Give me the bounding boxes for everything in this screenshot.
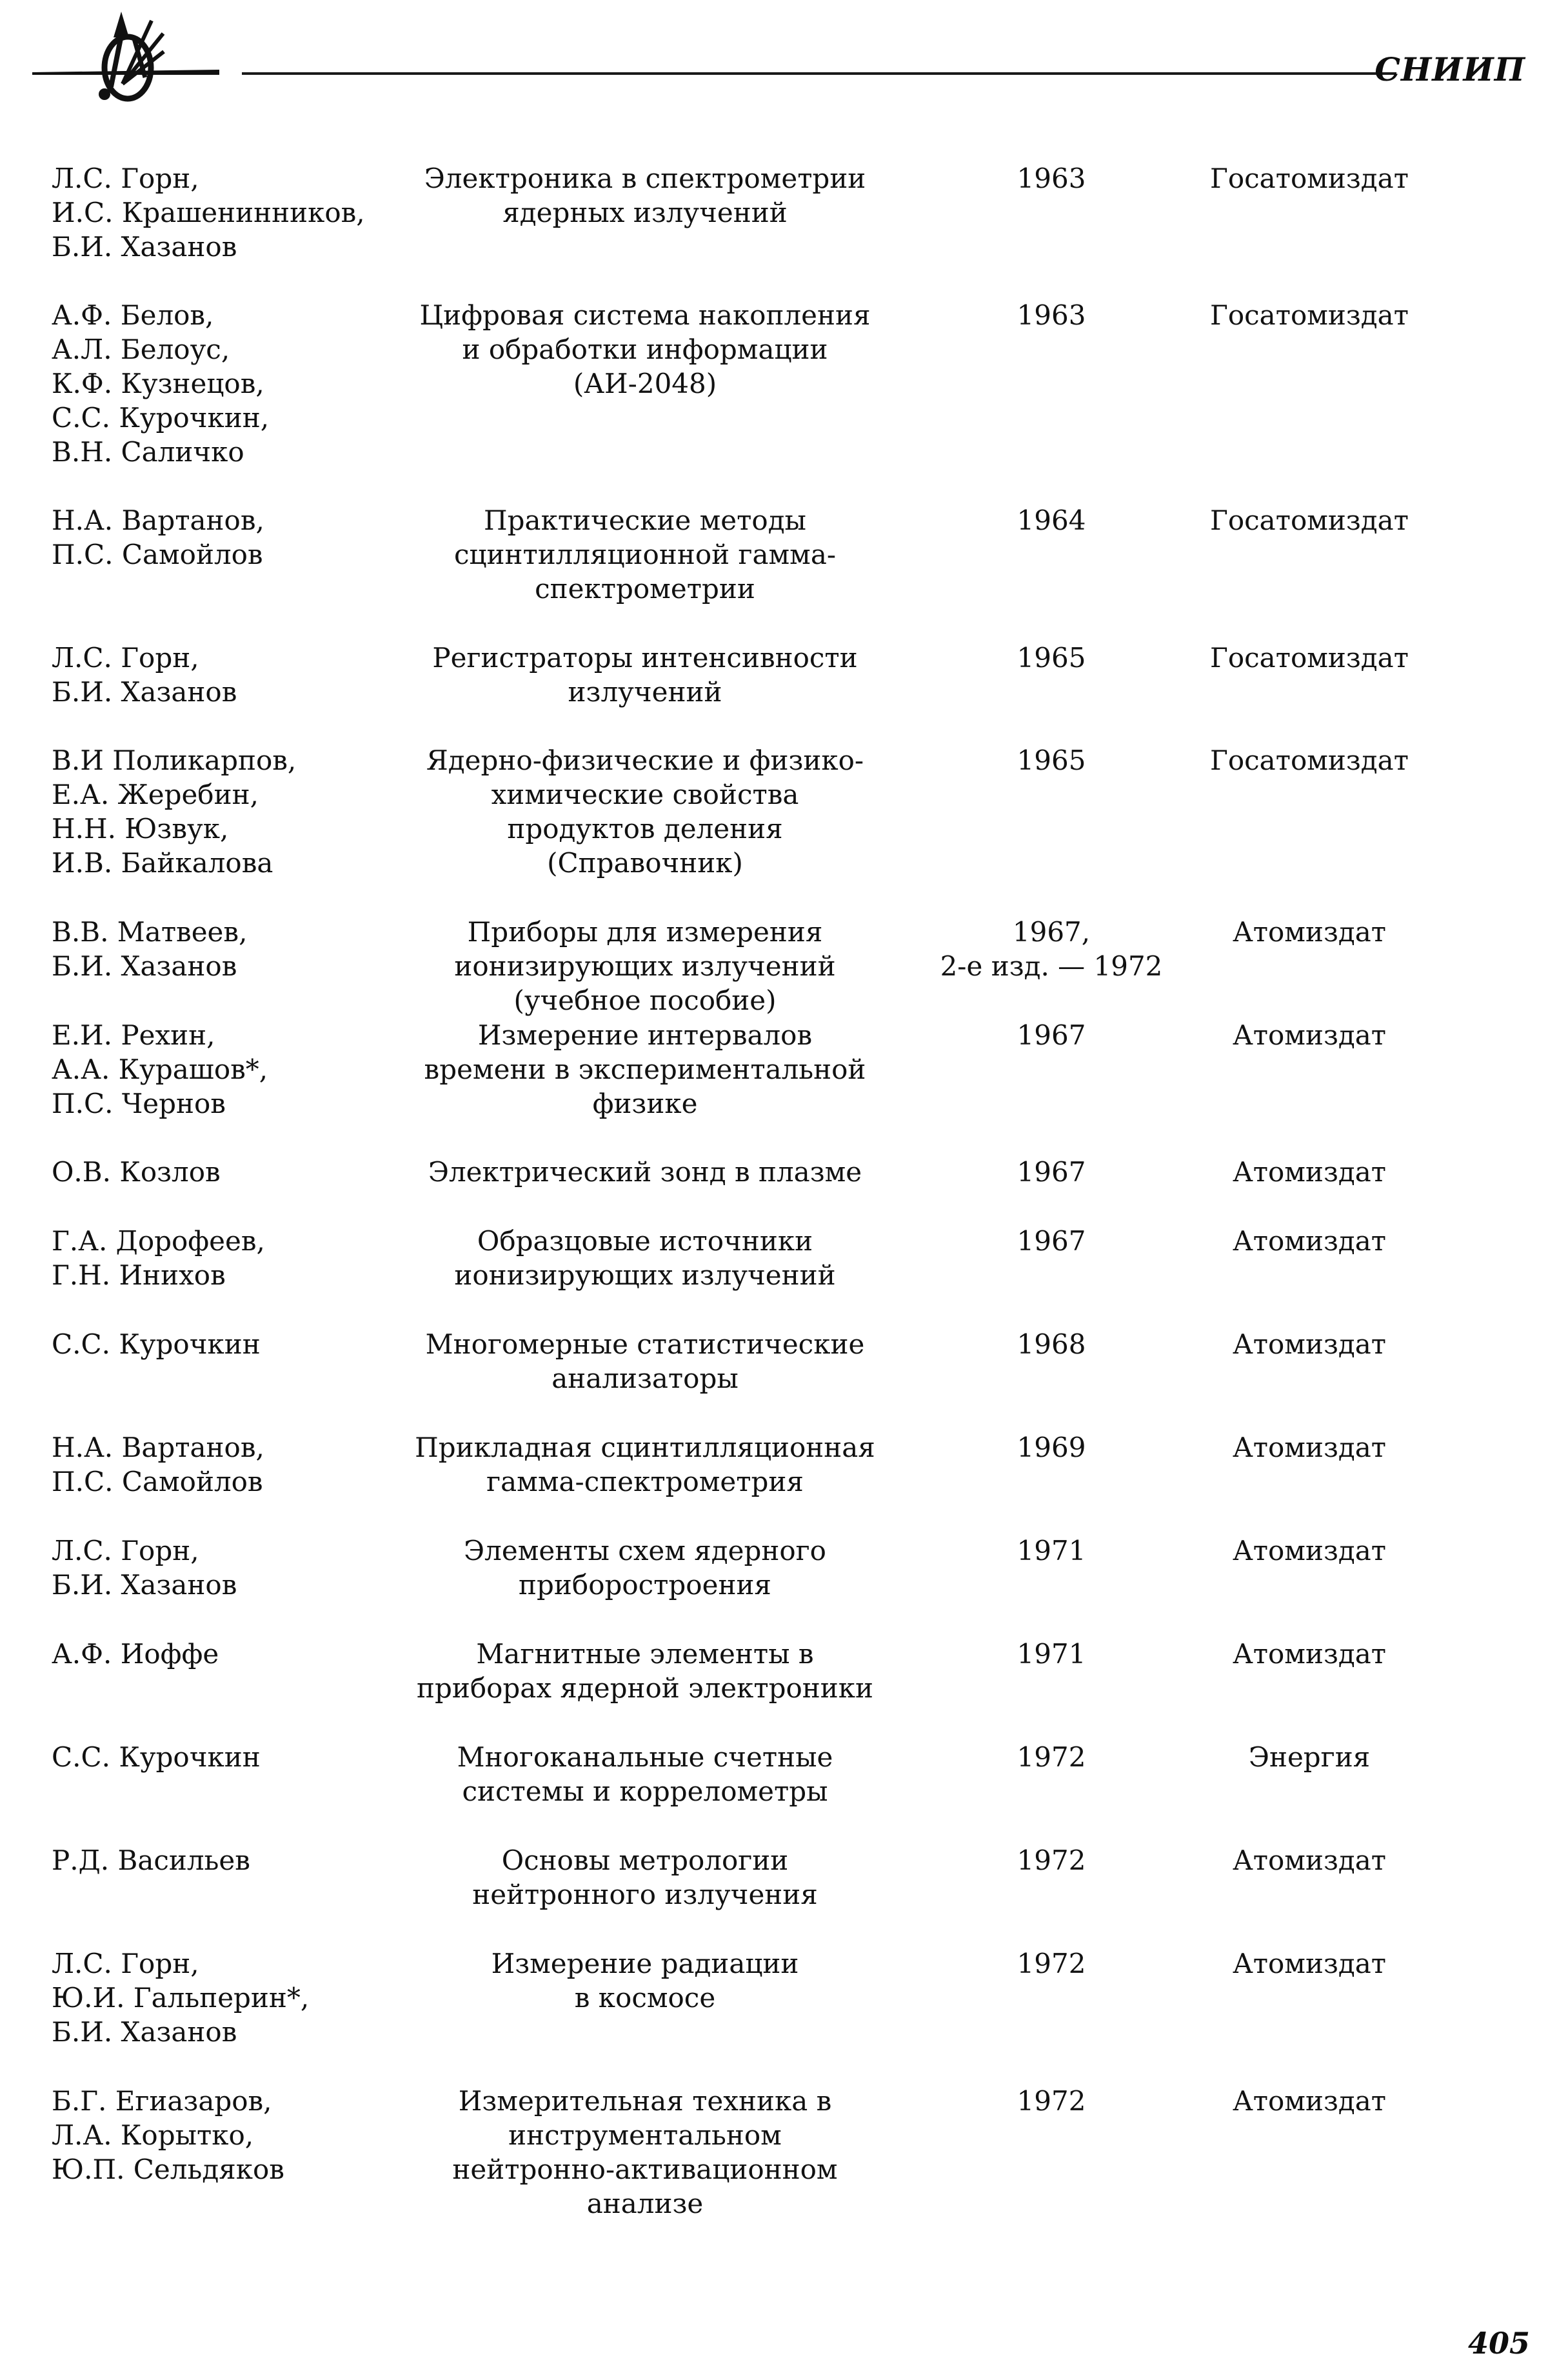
year-cell [922, 1155, 1180, 1189]
year-cell-line: 1963 [1017, 163, 1086, 194]
authors-cell-line: Ю.И. Гальперин*, [52, 1982, 310, 2014]
title-cell-line: и обработки информации [462, 334, 828, 365]
authors-cell [52, 1155, 221, 1189]
title-cell-line: в космосе [574, 1982, 716, 2014]
title-cell-line: ионизирующих излучений [454, 950, 836, 982]
authors-cell-line: О.В. Козлов [52, 1156, 221, 1188]
authors-cell-line: А.А. Курашов*, [52, 1054, 268, 1085]
publisher-cell [1180, 1740, 1438, 1774]
title-cell-line: Образцовые источники [477, 1225, 813, 1257]
publisher-cell [1180, 641, 1438, 675]
authors-cell-line: Б.И. Хазанов [52, 1569, 237, 1601]
year-cell-line: 1967 [1017, 1156, 1086, 1188]
year-cell-line: 1964 [1017, 505, 1086, 536]
publisher-cell [1180, 915, 1438, 949]
title-cell [387, 298, 903, 401]
title-cell-line: анализаторы [551, 1363, 739, 1394]
title-cell-line: Электроника в спектрометрии [424, 163, 866, 194]
publisher-cell-line: Госатомиздат [1210, 745, 1409, 776]
title-cell-line: Измерительная техника в [458, 2085, 832, 2117]
title-cell [387, 1534, 903, 1602]
authors-cell [52, 1327, 261, 1361]
title-cell-line: физике [592, 1088, 698, 1119]
year-cell [922, 1534, 1180, 1568]
authors-cell-line: Б.Г. Егиазаров, [52, 2085, 272, 2117]
title-cell [387, 161, 903, 230]
title-cell-line: гамма-спектрометрия [486, 1466, 804, 1497]
authors-cell [52, 2084, 284, 2186]
authors-cell-line: П.С. Чернов [52, 1088, 226, 1119]
authors-cell-line: Б.И. Хазанов [52, 2016, 237, 2048]
title-cell [387, 503, 903, 606]
authors-cell-line: Р.Д. Васильев [52, 1845, 250, 1876]
year-cell [922, 915, 1180, 983]
year-cell-line: 1965 [1017, 642, 1086, 674]
authors-cell [52, 1430, 264, 1499]
year-cell-line: 2-е изд. — 1972 [940, 950, 1163, 982]
page-number: 405 [1467, 2326, 1530, 2361]
authors-cell-line: Л.С. Горн, [52, 642, 199, 674]
year-cell [922, 641, 1180, 675]
authors-cell [52, 1946, 309, 2049]
authors-cell-line: А.Ф. Белов, [52, 299, 214, 331]
authors-cell-line: Н.Н. Юзвук, [52, 813, 229, 845]
year-cell [922, 161, 1180, 195]
title-cell-line: нейтронного излучения [472, 1879, 818, 1910]
title-cell-line: инструментальном [508, 2119, 782, 2151]
authors-cell-line: К.Ф. Кузнецов, [52, 368, 264, 399]
authors-cell-line: В.Н. Саличко [52, 436, 244, 468]
authors-cell-line: С.С. Курочкин [52, 1741, 261, 1773]
title-cell [387, 1327, 903, 1395]
year-cell [922, 1018, 1180, 1052]
title-cell-line: ядерных излучений [502, 197, 788, 228]
authors-cell-line: Л.С. Горн, [52, 1948, 199, 1979]
sniip-logo-icon [26, 6, 239, 103]
title-cell-line: Многомерные статистические [425, 1328, 865, 1360]
authors-cell-line: Б.И. Хазанов [52, 950, 237, 982]
title-cell [387, 1155, 903, 1189]
year-cell-line: 1969 [1017, 1432, 1086, 1463]
year-cell [922, 1327, 1180, 1361]
authors-cell-line: В.В. Матвеев, [52, 916, 248, 948]
page-header [0, 0, 1548, 116]
publisher-cell-line: Госатомиздат [1210, 642, 1409, 674]
year-cell [922, 503, 1180, 537]
year-cell [922, 298, 1180, 332]
authors-cell-line: С.С. Курочкин, [52, 402, 270, 434]
title-cell [387, 2084, 903, 2221]
title-cell [387, 1018, 903, 1121]
publisher-cell-line: Госатомиздат [1210, 163, 1409, 194]
authors-cell-line: В.И Поликарпов, [52, 745, 297, 776]
authors-cell [52, 503, 264, 572]
publisher-cell [1180, 743, 1438, 777]
authors-cell-line: Б.И. Хазанов [52, 676, 237, 708]
year-cell-line: 1963 [1017, 299, 1086, 331]
year-cell-line: 1971 [1017, 1638, 1086, 1670]
title-cell-line: (учебное пособие) [513, 985, 777, 1016]
title-cell-line: продуктов деления [507, 813, 783, 845]
authors-cell [52, 1740, 261, 1774]
authors-cell [52, 1224, 265, 1292]
publisher-cell-line: Атомиздат [1232, 1225, 1387, 1257]
title-cell-line: излучений [568, 676, 722, 708]
header-rule [242, 72, 1396, 75]
authors-cell-line: Г.А. Дорофеев, [52, 1225, 265, 1257]
title-cell-line: Приборы для измерения [467, 916, 823, 948]
title-cell-line: (АИ-2048) [573, 368, 717, 399]
authors-cell [52, 161, 365, 264]
publisher-cell-line: Атомиздат [1232, 916, 1387, 948]
authors-cell-line: Е.А. Жеребин, [52, 779, 259, 810]
authors-cell-line: Ю.П. Сельдяков [52, 2154, 284, 2185]
title-cell-line: времени в экспериментальной [424, 1054, 866, 1085]
title-cell-line: химические свойства [491, 779, 799, 810]
publisher-cell [1180, 161, 1438, 195]
authors-cell-line: Е.И. Рехин, [52, 1019, 215, 1051]
publisher-cell-line: Атомиздат [1232, 1432, 1387, 1463]
title-cell [387, 1224, 903, 1292]
year-cell-line: 1965 [1017, 745, 1086, 776]
publisher-cell-line: Энергия [1248, 1741, 1371, 1773]
publisher-cell [1180, 1155, 1438, 1189]
title-cell-line: Практические методы [484, 505, 806, 536]
publisher-cell [1180, 1327, 1438, 1361]
year-cell [922, 1637, 1180, 1671]
publisher-cell-line: Атомиздат [1232, 1535, 1387, 1566]
title-cell [387, 1946, 903, 2015]
title-cell-line: Ядерно-физические и физико- [426, 745, 864, 776]
year-cell [922, 743, 1180, 777]
publisher-cell-line: Атомиздат [1232, 1638, 1387, 1670]
authors-cell-line: Н.А. Вартанов, [52, 505, 264, 536]
authors-cell [52, 641, 237, 709]
publisher-cell [1180, 1637, 1438, 1671]
title-cell [387, 915, 903, 1017]
title-cell [387, 1637, 903, 1705]
publisher-cell-line: Госатомиздат [1210, 505, 1409, 536]
title-cell-line: Цифровая система накопления [419, 299, 871, 331]
authors-cell-line: П.С. Самойлов [52, 539, 263, 570]
authors-cell-line: Л.С. Горн, [52, 1535, 199, 1566]
title-cell [387, 1843, 903, 1912]
title-cell-line: нейтронно-активационном [452, 2154, 838, 2185]
year-cell-line: 1971 [1017, 1535, 1086, 1566]
authors-cell-line: Л.А. Корытко, [52, 2119, 254, 2151]
authors-cell-line: А.Л. Белоус, [52, 334, 230, 365]
title-cell [387, 641, 903, 709]
year-cell-line: 1972 [1017, 1741, 1086, 1773]
authors-cell-line: И.С. Крашенинников, [52, 197, 365, 228]
authors-cell-line: Н.А. Вартанов, [52, 1432, 264, 1463]
title-cell-line: Измерение радиации [491, 1948, 799, 1979]
year-cell [922, 1224, 1180, 1258]
title-cell [387, 1740, 903, 1808]
publisher-cell [1180, 1430, 1438, 1465]
authors-cell-line: П.С. Самойлов [52, 1466, 263, 1497]
publisher-cell-line: Атомиздат [1232, 1948, 1387, 1979]
publisher-cell [1180, 298, 1438, 332]
title-cell-line: анализе [586, 2188, 704, 2219]
authors-cell [52, 1843, 250, 1877]
title-cell-line: системы и коррелометры [462, 1775, 828, 1807]
year-cell [922, 1740, 1180, 1774]
year-cell-line: 1967 [1017, 1225, 1086, 1257]
year-cell-line: 1967, [1012, 916, 1091, 948]
title-cell-line: Магнитные элементы в [476, 1638, 814, 1670]
title-cell-line: Электрический зонд в плазме [428, 1156, 862, 1188]
authors-cell [52, 1018, 268, 1121]
title-cell-line: Многоканальные счетные [457, 1741, 833, 1773]
publisher-cell [1180, 503, 1438, 537]
title-cell-line: приборах ядерной электроники [416, 1672, 874, 1704]
year-cell-line: 1972 [1017, 1845, 1086, 1876]
authors-cell [52, 1534, 237, 1602]
year-cell [922, 1946, 1180, 1981]
title-cell-line: Прикладная сцинтилляционная [415, 1432, 875, 1463]
year-cell [922, 1430, 1180, 1465]
publisher-cell-line: Госатомиздат [1210, 299, 1409, 331]
title-cell [387, 743, 903, 880]
publisher-cell [1180, 2084, 1438, 2118]
authors-cell-line: А.Ф. Иоффе [52, 1638, 219, 1670]
publisher-cell [1180, 1018, 1438, 1052]
title-cell-line: Элементы схем ядерного [464, 1535, 826, 1566]
title-cell [387, 1430, 903, 1499]
authors-cell [52, 915, 247, 983]
title-cell-line: сцинтилляционной гамма- [453, 539, 837, 570]
title-cell-line: (Справочник) [547, 847, 743, 879]
title-cell-line: приборостроения [519, 1569, 771, 1601]
authors-cell [52, 743, 296, 880]
authors-cell [52, 298, 269, 469]
year-cell [922, 2084, 1180, 2118]
publisher-cell-line: Атомиздат [1232, 1019, 1387, 1051]
publisher-cell [1180, 1224, 1438, 1258]
title-cell-line: Регистраторы интенсивности [432, 642, 858, 674]
publisher-cell-line: Атомиздат [1232, 1156, 1387, 1188]
brand-title: СНИИП [1374, 50, 1525, 88]
title-cell-line: Измерение интервалов [477, 1019, 813, 1051]
year-cell-line: 1972 [1017, 1948, 1086, 1979]
authors-cell [52, 1637, 219, 1671]
title-cell-line: спектрометрии [535, 573, 755, 605]
title-cell-line: Основы метрологии [501, 1845, 789, 1876]
title-cell-line: ионизирующих излучений [454, 1259, 836, 1291]
year-cell-line: 1972 [1017, 2085, 1086, 2117]
authors-cell-line: И.В. Байкалова [52, 847, 273, 879]
year-cell-line: 1967 [1017, 1019, 1086, 1051]
authors-cell-line: Л.С. Горн, [52, 163, 199, 194]
authors-cell-line: Г.Н. Инихов [52, 1259, 226, 1291]
publisher-cell-line: Атомиздат [1232, 2085, 1387, 2117]
year-cell-line: 1968 [1017, 1328, 1086, 1360]
publisher-cell [1180, 1946, 1438, 1981]
publisher-cell [1180, 1843, 1438, 1877]
authors-cell-line: Б.И. Хазанов [52, 231, 237, 263]
publisher-cell [1180, 1534, 1438, 1568]
authors-cell-line: С.С. Курочкин [52, 1328, 261, 1360]
publisher-cell-line: Атомиздат [1232, 1328, 1387, 1360]
publisher-cell-line: Атомиздат [1232, 1845, 1387, 1876]
year-cell [922, 1843, 1180, 1877]
